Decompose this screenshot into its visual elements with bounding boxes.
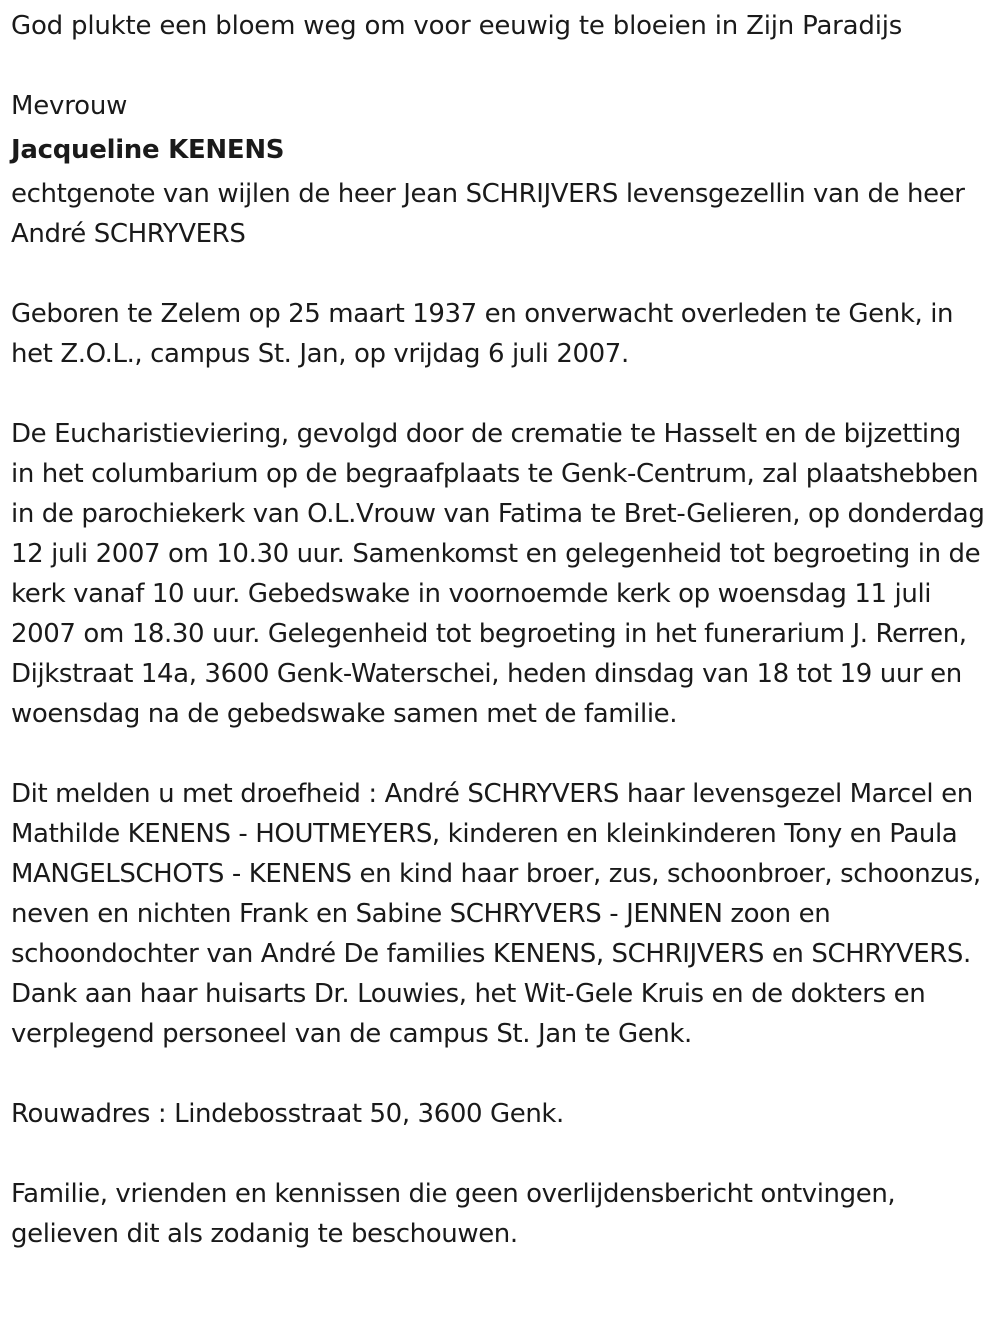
spacer: [11, 1054, 991, 1094]
motto-text: God plukte een bloem weg om voor eeuwig te bloeien in Zijn Paradijs: [11, 11, 903, 41]
spacer: [11, 1134, 991, 1174]
announcers-text: Dit melden u met droefheid : André SCHRYVERS haar levensgezel Marcel en Mathilde KENENS - HOUTMEYERS, kinderen en kleinkinderen Tony en Paula MANGELSCHOTS - KENENS en kind haar broer, zus, schoonbroer, schoonzus, neven en nichten Frank en Sabine SCHRYVERS - JENNEN zoon en schoondochter van André De families KENENS, SCHRIJVERS en SCHRYVERS. Dank aan haar huisarts Dr. Louwies, het Wit-Gele Kruis en de dokters en verplegend personeel van de campus St. Jan te Genk.: [11, 779, 981, 1049]
spacer: [11, 734, 991, 774]
closing-text: Familie, vrienden en kennissen die geen overlijdensbericht ontvingen, gelieven dit als zodanig te beschouwen.: [11, 1179, 896, 1249]
spacer: [11, 254, 991, 294]
relation-text: echtgenote van wijlen de heer Jean SCHRIJVERS levensgezellin van de heer André SCHRYVERS: [11, 179, 965, 249]
obituary-document: [11, 6, 991, 1254]
spacer: [11, 374, 991, 414]
address-text: Rouwadres : Lindebosstraat 50, 3600 Genk.: [11, 1099, 564, 1129]
salutation-text: Mevrouw: [11, 91, 128, 121]
deceased-name: Jacqueline KENENS: [11, 135, 285, 165]
ceremony-text: De Eucharistieviering, gevolgd door de crematie te Hasselt en de bijzetting in het columbarium op de begraafplaats te Genk-Centrum, zal plaatshebben in de parochiekerk van O.L.Vrouw van Fatima te Bret-Gelieren, op donderdag 12 juli 2007 om 10.30 uur. Samenkomst en gelegenheid tot begroeting in de kerk vanaf 10 uur. Gebedswake in voornoemde kerk op woensdag 11 juli 2007 om 18.30 uur. Gelegenheid tot begroeting in het funerarium J. Rerren, Dijkstraat 14a, 3600 Genk-Waterschei, heden dinsdag van 18 tot 19 uur en woensdag na de gebedswake samen met de familie.: [11, 419, 985, 729]
spacer: [11, 46, 991, 86]
birth-death-text: Geboren te Zelem op 25 maart 1937 en onverwacht overleden te Genk, in het Z.O.L., campus St. Jan, op vrijdag 6 juli 2007.: [11, 299, 954, 369]
